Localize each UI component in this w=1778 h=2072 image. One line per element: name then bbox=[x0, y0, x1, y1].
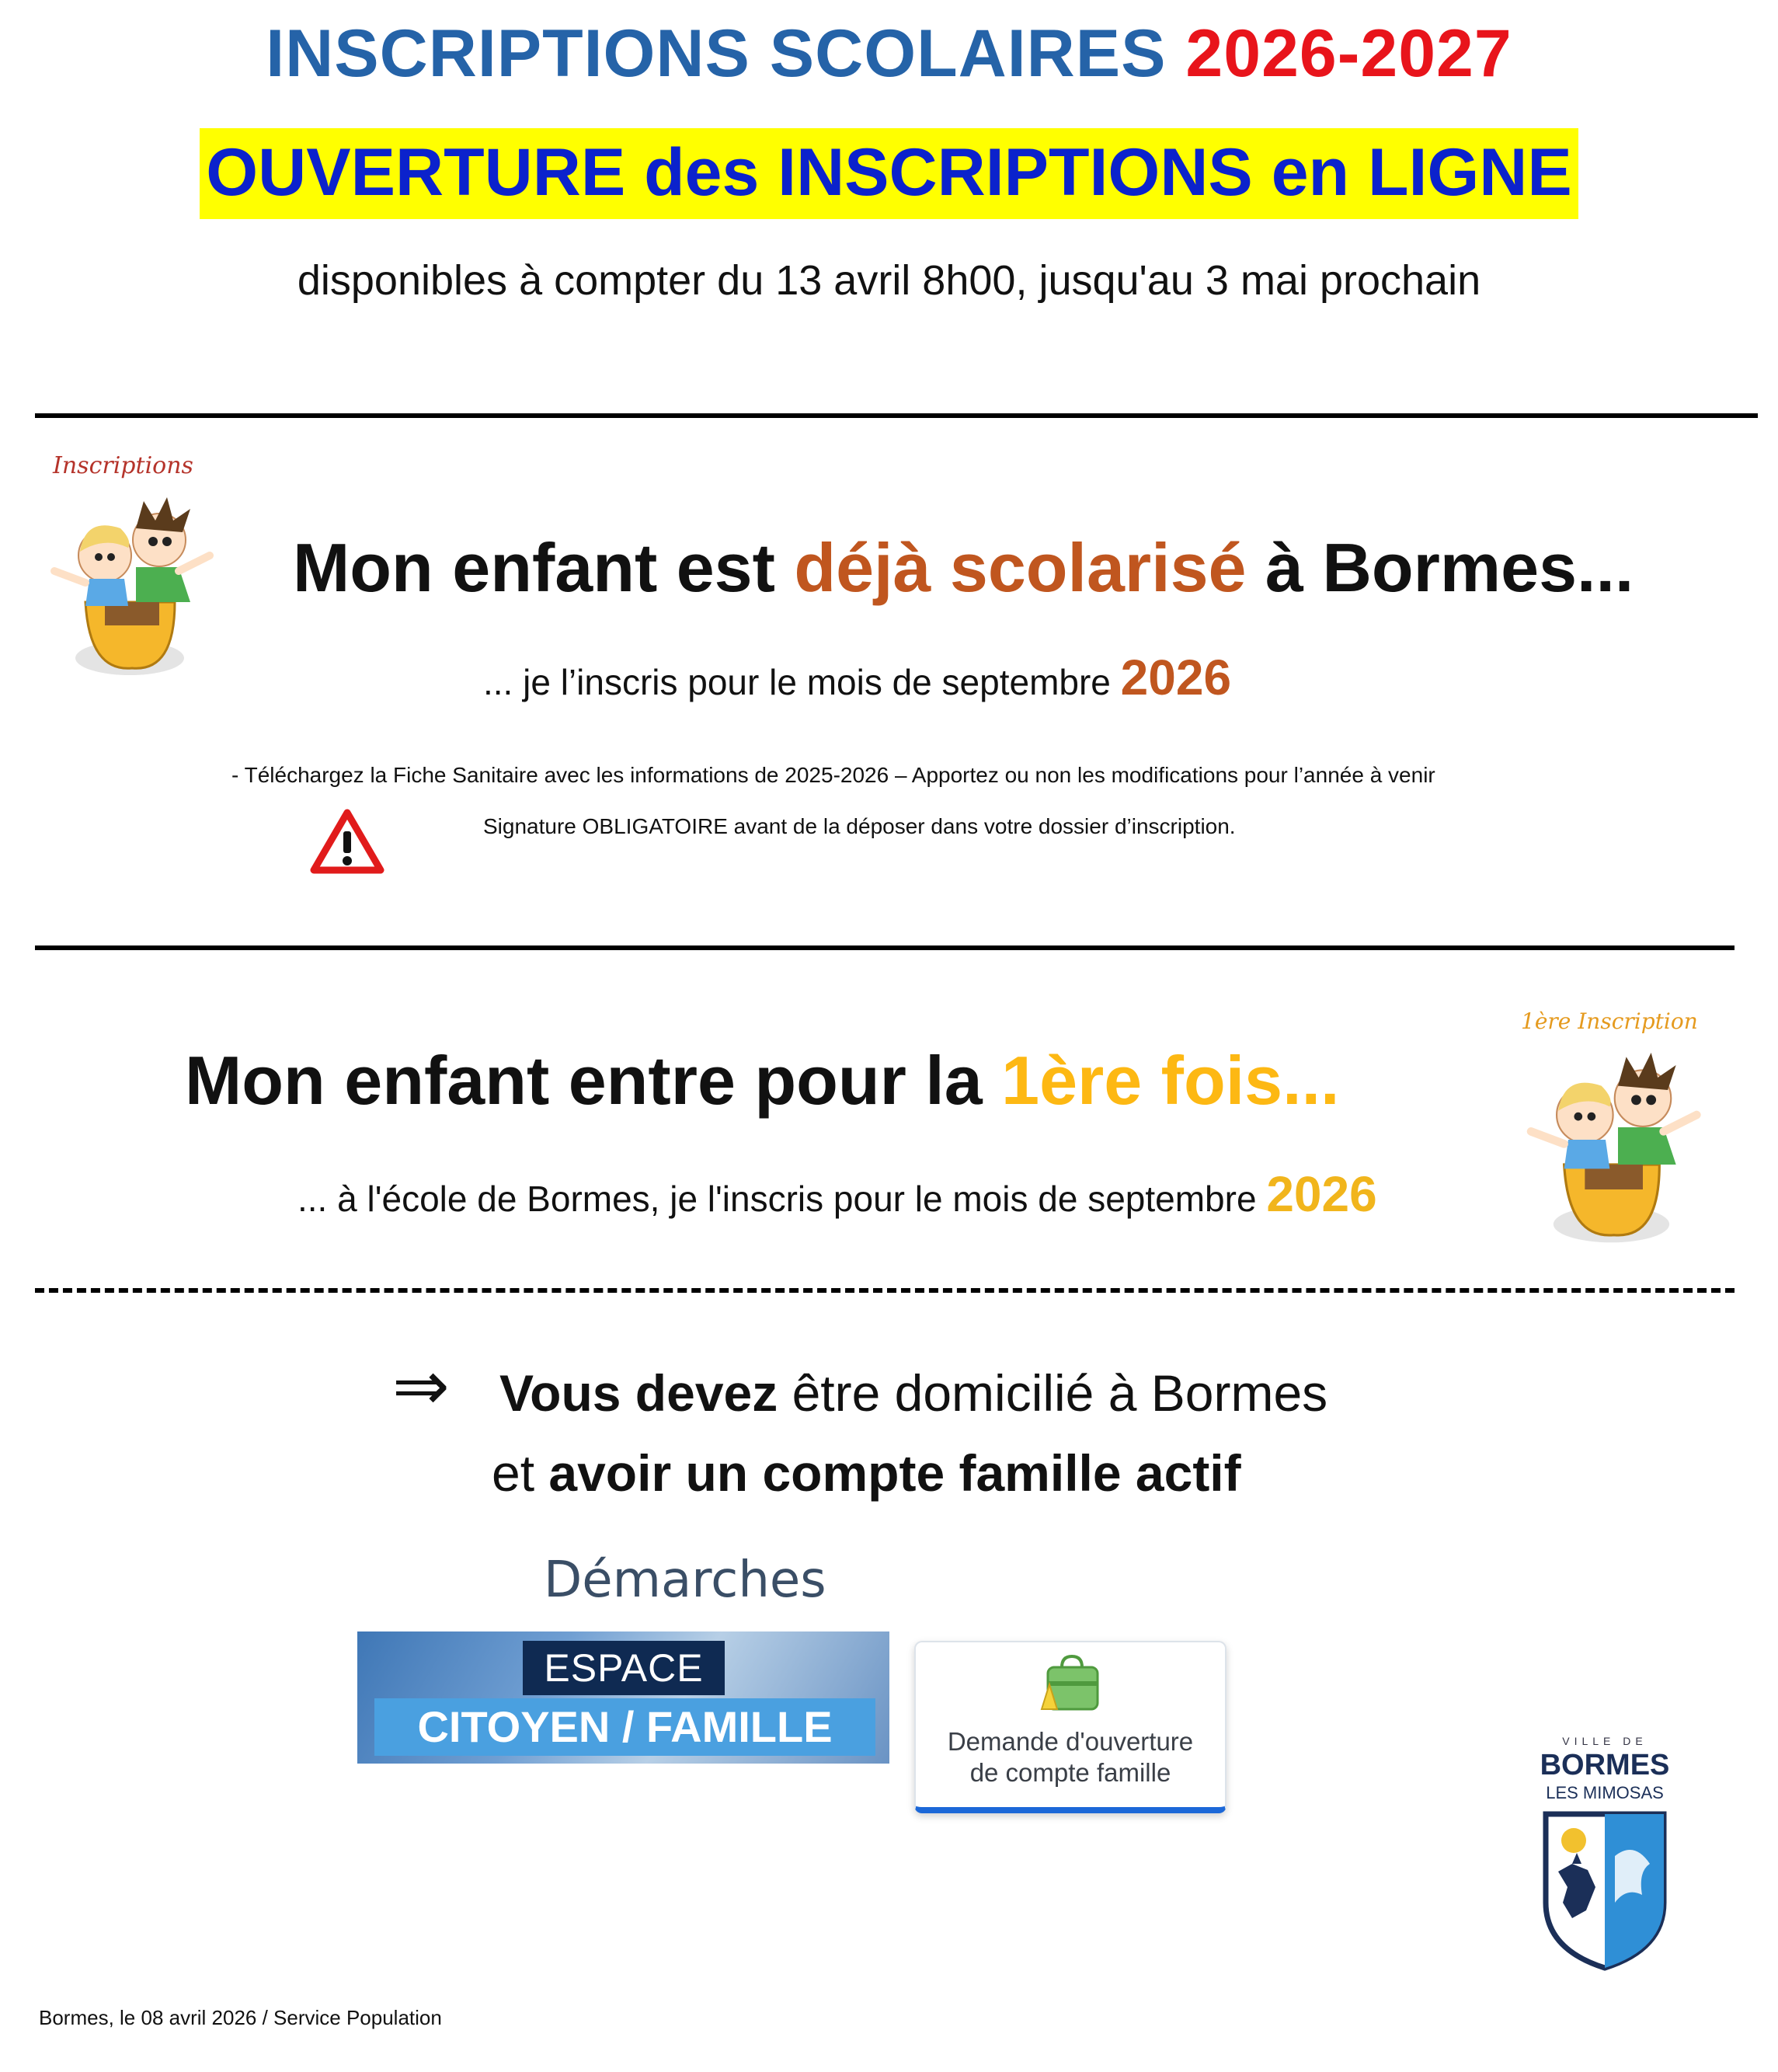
fiche-sanitaire-note: - Téléchargez la Fiche Sanitaire avec les informations de 2025-2026 – Apportez ou non les modifications pour l’année à venir bbox=[231, 763, 1435, 787]
requirement-plain: et bbox=[492, 1444, 549, 1502]
section2-sub-text: ... à l'école de Bormes, je l'inscris pour le mois de septembre bbox=[297, 1179, 1267, 1219]
citoyen-famille-label: CITOYEN / FAMILLE bbox=[374, 1698, 875, 1756]
requirement-line-2 bbox=[492, 1443, 1241, 1503]
availability-text: disponibles à compter du 13 avril 8h00, jusqu'au 3 mai prochain bbox=[297, 257, 1481, 304]
section1-subtitle bbox=[483, 649, 1231, 706]
banner-wrap bbox=[0, 128, 1778, 219]
children-illustration bbox=[1519, 1033, 1705, 1259]
section2-subtitle bbox=[297, 1165, 1377, 1223]
requirement-rest: être domicilié à Bormes bbox=[778, 1364, 1328, 1422]
warning-icon bbox=[309, 808, 385, 875]
requirement-bold: Vous devez bbox=[499, 1364, 778, 1422]
logo-ville-de: VILLE DE bbox=[1562, 1735, 1648, 1747]
divider bbox=[35, 945, 1735, 950]
inscriptions-label: Inscriptions bbox=[53, 452, 193, 479]
family-account-line-2: de compte famille bbox=[969, 1757, 1171, 1787]
dashed-divider bbox=[35, 1288, 1735, 1293]
logo-name: BORMES bbox=[1540, 1749, 1670, 1781]
requirement-line-1 bbox=[499, 1363, 1327, 1423]
open-family-account-button[interactable] bbox=[914, 1641, 1227, 1813]
opening-banner: OUVERTURE des INSCRIPTIONS en LIGNE bbox=[200, 128, 1578, 219]
children-illustration bbox=[43, 486, 217, 684]
section2-heading bbox=[185, 1041, 1339, 1120]
page-title bbox=[0, 16, 1778, 92]
section2-sub-year: 2026 bbox=[1266, 1166, 1377, 1222]
title-year: 2026-2027 bbox=[1185, 16, 1512, 91]
espace-label: ESPACE bbox=[523, 1641, 725, 1695]
espace-citoyen-famille-button[interactable] bbox=[357, 1631, 889, 1764]
family-account-line-1: Demande d'ouverture bbox=[947, 1727, 1194, 1756]
school-bag-icon bbox=[1039, 1653, 1105, 1714]
footer-text: Bormes, le 08 avril 2026 / Service Population bbox=[39, 2006, 442, 2029]
family-account-label bbox=[916, 1726, 1225, 1788]
section1-sub-text: ... je l’inscris pour le mois de septembre bbox=[483, 662, 1121, 702]
bormes-logo bbox=[1527, 1735, 1682, 1976]
divider bbox=[35, 413, 1758, 418]
title-prefix: INSCRIPTIONS SCOLAIRES bbox=[266, 16, 1167, 91]
section1-heading-a: Mon enfant est bbox=[293, 529, 795, 606]
section1-sub-year: 2026 bbox=[1120, 649, 1232, 705]
demarches-title: Démarches bbox=[544, 1551, 826, 1609]
signature-note: Signature OBLIGATOIRE avant de la déposer dans votre dossier d’inscription. bbox=[483, 814, 1236, 838]
section1-heading-b: à Bormes... bbox=[1246, 529, 1634, 606]
requirement-bold-2: avoir un compte famille actif bbox=[548, 1444, 1241, 1502]
section1-heading bbox=[293, 528, 1634, 608]
section1-heading-highlight: déjà scolarisé bbox=[794, 529, 1247, 606]
section2-heading-highlight: 1ère fois... bbox=[1001, 1042, 1340, 1119]
arrow-right-icon: ⇒ bbox=[392, 1347, 450, 1424]
coat-of-arms-icon bbox=[1541, 1809, 1668, 1973]
section2-heading-a: Mon enfant entre pour la bbox=[185, 1042, 1002, 1119]
first-inscription-label: 1ère Inscription bbox=[1521, 1008, 1698, 1034]
logo-subname: LES MIMOSAS bbox=[1546, 1783, 1664, 1802]
